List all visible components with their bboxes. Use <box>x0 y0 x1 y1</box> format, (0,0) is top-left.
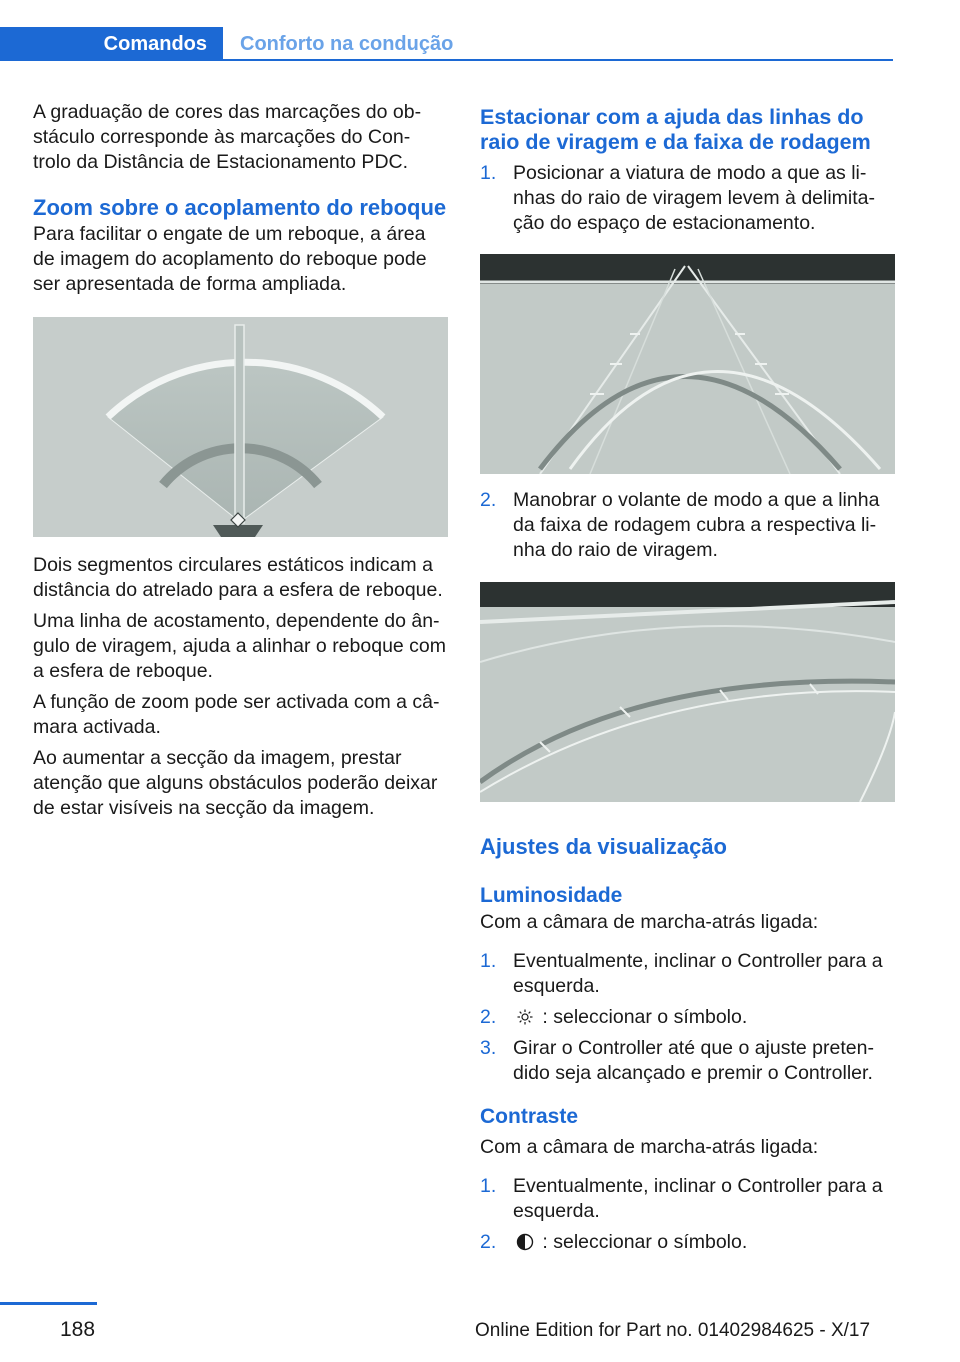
step-number: 1. <box>480 1175 497 1197</box>
step-text: Eventualmente, inclinar o Controller para a esquerda. <box>513 1175 883 1222</box>
segments-paragraph: Dois segmentos circulares estáticos indicam a distância do atrelado para a esfera de reboque. <box>33 554 443 601</box>
park-step-2 <box>480 488 895 563</box>
intro-paragraph: A graduação de cores das marcações do ob-stáculo corresponde às marcações do Con-trolo da Distância de Estacionamento PDC. <box>33 101 422 173</box>
lum-step-1 <box>480 949 895 999</box>
step-text: : seleccionar o símbolo. <box>542 1231 748 1253</box>
step-text: : seleccionar o símbolo. <box>542 1006 748 1028</box>
parking-heading: Estacionar com a ajuda das linhas do raio de viragem e da faixa de rodagem <box>480 105 871 154</box>
contrast-step-2 <box>480 1230 895 1255</box>
zoom-text: Para facilitar o engate de um reboque, a área de imagem do acoplamento do reboque pode ser apresentada de forma ampliada. <box>33 223 427 295</box>
step-number: 1. <box>480 162 497 184</box>
page-number: 188 <box>60 1318 96 1341</box>
section-tab-conforto[interactable]: Conforto na condução <box>240 32 454 55</box>
step-text: Eventualmente, inclinar o Controller para a esquerda. <box>513 950 883 997</box>
contrast-icon <box>513 1230 537 1255</box>
trailer-zoom-illustration <box>33 317 448 537</box>
edition-footer: Online Edition for Part no. 01402984625 - X/17 <box>475 1320 871 1341</box>
step-number: 1. <box>480 950 497 972</box>
alignment-paragraph: Uma linha de acostamento, dependente do ân-gulo de viragem, ajuda a alinhar o reboque com a esfera de reboque. <box>33 610 447 682</box>
right-column <box>480 105 895 1261</box>
step-text: Girar o Controller até que o ajuste preten-dido seja alcançado e premir o Controller. <box>513 1037 874 1084</box>
step-number: 3. <box>480 1037 497 1059</box>
zoom-heading: Zoom sobre o acoplamento do reboque <box>33 195 447 220</box>
turning-radius-image-2 <box>480 582 895 802</box>
turning-radius-image-1 <box>480 254 895 474</box>
step-number: 2. <box>480 1231 497 1253</box>
brightness-icon <box>513 1005 537 1030</box>
turning-radius-illustration-2 <box>480 582 895 802</box>
park-step-1 <box>480 161 895 236</box>
lum-step-2 <box>480 1005 895 1030</box>
luminosity-intro: Com a câmara de marcha-atrás ligada: <box>480 911 819 933</box>
contrast-step-1 <box>480 1174 895 1224</box>
page-number-rule <box>0 1302 97 1305</box>
turning-radius-illustration-1 <box>480 254 895 474</box>
contrast-intro: Com a câmara de marcha-atrás ligada: <box>480 1136 819 1158</box>
chapter-tab-comandos[interactable]: Comandos <box>0 27 223 61</box>
step-number: 2. <box>480 489 497 511</box>
step-text: Manobrar o volante de modo a que a linha da faixa de rodagem cubra a respectiva li-nha do raio de viragem. <box>513 489 880 561</box>
step-number: 2. <box>480 1006 497 1028</box>
chapter-header <box>0 27 893 61</box>
obstacle-warning-paragraph: Ao aumentar a secção da imagem, prestar atenção que alguns obstáculos poderão deixar de estar visíveis na secção da imagem. <box>33 747 438 819</box>
trailer-coupling-image <box>33 317 448 537</box>
header-rule <box>0 59 893 61</box>
zoom-activation-paragraph: A função de zoom pode ser activada com a câ-mara activada. <box>33 691 440 738</box>
contrast-heading: Contraste <box>480 1105 579 1128</box>
left-column <box>33 100 448 827</box>
lum-step-3 <box>480 1036 895 1086</box>
luminosity-heading: Luminosidade <box>480 884 623 907</box>
adjust-heading: Ajustes da visualização <box>480 834 727 859</box>
step-text: Posicionar a viatura de modo a que as li-nhas do raio de viragem levem à delimita-ção do espaço de estacionamento. <box>513 162 876 234</box>
